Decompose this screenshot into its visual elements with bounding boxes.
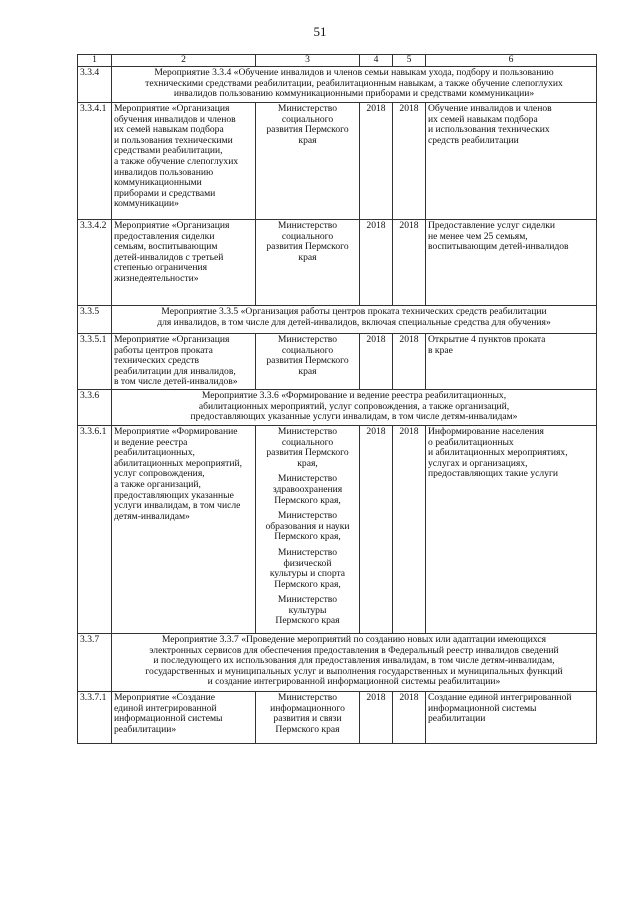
item-result: Открытие 4 пунктов проката в крае: [426, 334, 597, 390]
section-title: Мероприятие 3.3.4 «Обучение инвалидов и членов семьи навыкам ухода, подбору и пользованию техническими средствами реабилитации, реабилитационным навыкам, а также обучение слепоглухих инвалидов пользованию коммуникационными приборами и средствами коммуникации»: [112, 67, 597, 103]
item-end-year: 2018: [393, 691, 426, 743]
item-end-year: 2018: [393, 425, 426, 633]
item-name: Мероприятие «Организация предоставления сиделки семьям, воспитывающим детей-инвалидов с третьей степенью ограничения жизнедеятельности»: [112, 220, 256, 306]
section-code: 3.3.5: [78, 306, 112, 334]
section-row: [78, 306, 597, 334]
table-row: [78, 691, 597, 743]
section-row: [78, 389, 597, 425]
table-row: [78, 103, 597, 220]
item-end-year: 2018: [393, 103, 426, 220]
page-number: 51: [313, 24, 327, 39]
header-col-4: 4: [360, 55, 393, 67]
section-title: Мероприятие 3.3.7 «Проведение мероприятий по созданию новых или адаптации имеющихся электронных сервисов для обеспечения предоставления в Федеральный реестр инвалидов сведений и последующего их использования для предоставления инвалидам, в том числе детям-инвалидам, государственных и муниципальных услуг и выполнения государственных и муниципальных функций и создание интегрированной информационной системы реабилитации»: [112, 633, 597, 691]
item-start-year: 2018: [360, 334, 393, 390]
item-name: Мероприятие «Создание единой интегрированной информационной системы реабилитации»: [112, 691, 256, 743]
item-executors: [256, 691, 360, 743]
section-row: [78, 67, 597, 103]
table-body: [78, 55, 597, 744]
header-col-1: 1: [78, 55, 112, 67]
item-end-year: 2018: [393, 220, 426, 306]
header-col-5: 5: [393, 55, 426, 67]
item-name: Мероприятие «Организация работы центров проката технических средств реабилитации для инвалидов, в том числе детей-инвалидов»: [112, 334, 256, 390]
item-start-year: 2018: [360, 103, 393, 220]
header-col-6: 6: [426, 55, 597, 67]
table-row: [78, 220, 597, 306]
table-header-row: [78, 55, 597, 67]
section-code: 3.3.4: [78, 67, 112, 103]
item-executors: [256, 220, 360, 306]
item-code: 3.3.6.1: [78, 425, 112, 633]
section-row: [78, 633, 597, 691]
section-code: 3.3.6: [78, 389, 112, 425]
executor-name: Министерство физической культуры и спорта Пермского края,: [269, 546, 346, 590]
executor-name: Министерство образования и науки Пермского края,: [265, 510, 350, 543]
item-start-year: 2018: [360, 691, 393, 743]
executor-name: Министерство социального развития Пермского края: [266, 103, 349, 146]
item-result: Предоставление услуг сиделки не менее чем 25 семьям, воспитывающим детей-инвалидов: [426, 220, 597, 306]
executor-name: Министерство социального развития Пермского края,: [266, 425, 349, 469]
item-code: 3.3.5.1: [78, 334, 112, 390]
item-code: 3.3.7.1: [78, 691, 112, 743]
executor-name: Министерство социального развития Пермского края: [266, 220, 349, 263]
item-executors: [256, 334, 360, 390]
item-name: Мероприятие «Организация обучения инвалидов и членов их семей навыкам подбора и пользования техническими средствами реабилитации, а также обучение слепоглухих инвалидов пользованию коммуникационными приборами и средствами коммуникации»: [112, 103, 256, 220]
table-row: [78, 425, 597, 633]
item-code: 3.3.4.2: [78, 220, 112, 306]
header-col-3: 3: [256, 55, 360, 67]
executor-name: Министерство культуры Пермского края: [275, 594, 340, 627]
item-result: Обучение инвалидов и членов их семей навыкам подбора и использования технических средств реабилитации: [426, 103, 597, 220]
executor-name: Министерство здравоохранения Пермского края,: [272, 473, 343, 506]
item-executors: [256, 103, 360, 220]
section-code: 3.3.7: [78, 633, 112, 691]
item-start-year: 2018: [360, 425, 393, 633]
item-end-year: 2018: [393, 334, 426, 390]
table-row: [78, 334, 597, 390]
measures-table: [77, 54, 597, 744]
section-title: Мероприятие 3.3.5 «Организация работы центров проката технических средств реабилитации для инвалидов, в том числе для детей-инвалидов, включая специальные средства для обучения»: [112, 306, 597, 334]
executor-name: Министерство социального развития Пермского края: [266, 334, 349, 377]
item-result: Информирование населения о реабилитационных и абилитационных мероприятиях, услугах и организациях, предоставляющих такие услуги: [426, 425, 597, 633]
executor-name: Министерство информационного развития и связи Пермского края: [270, 691, 345, 735]
header-col-2: 2: [112, 55, 256, 67]
section-title: Мероприятие 3.3.6 «Формирование и ведение реестра реабилитационных, абилитационных мероприятий, услуг сопровождения, а также организаций, предоставляющих указанные услуги инвалидам, в том числе детям-инвалидам»: [112, 389, 597, 425]
item-code: 3.3.4.1: [78, 103, 112, 220]
item-result: Создание единой интегрированной информационной системы реабилитации: [426, 691, 597, 743]
item-executors: [256, 425, 360, 633]
item-start-year: 2018: [360, 220, 393, 306]
item-name: Мероприятие «Формирование и ведение реестра реабилитационных, абилитационных мероприятий, услуг сопровождения, а также организаций, предоставляющих указанные услуги инвалидам, в том числе детям-инвалидам»: [112, 425, 256, 633]
